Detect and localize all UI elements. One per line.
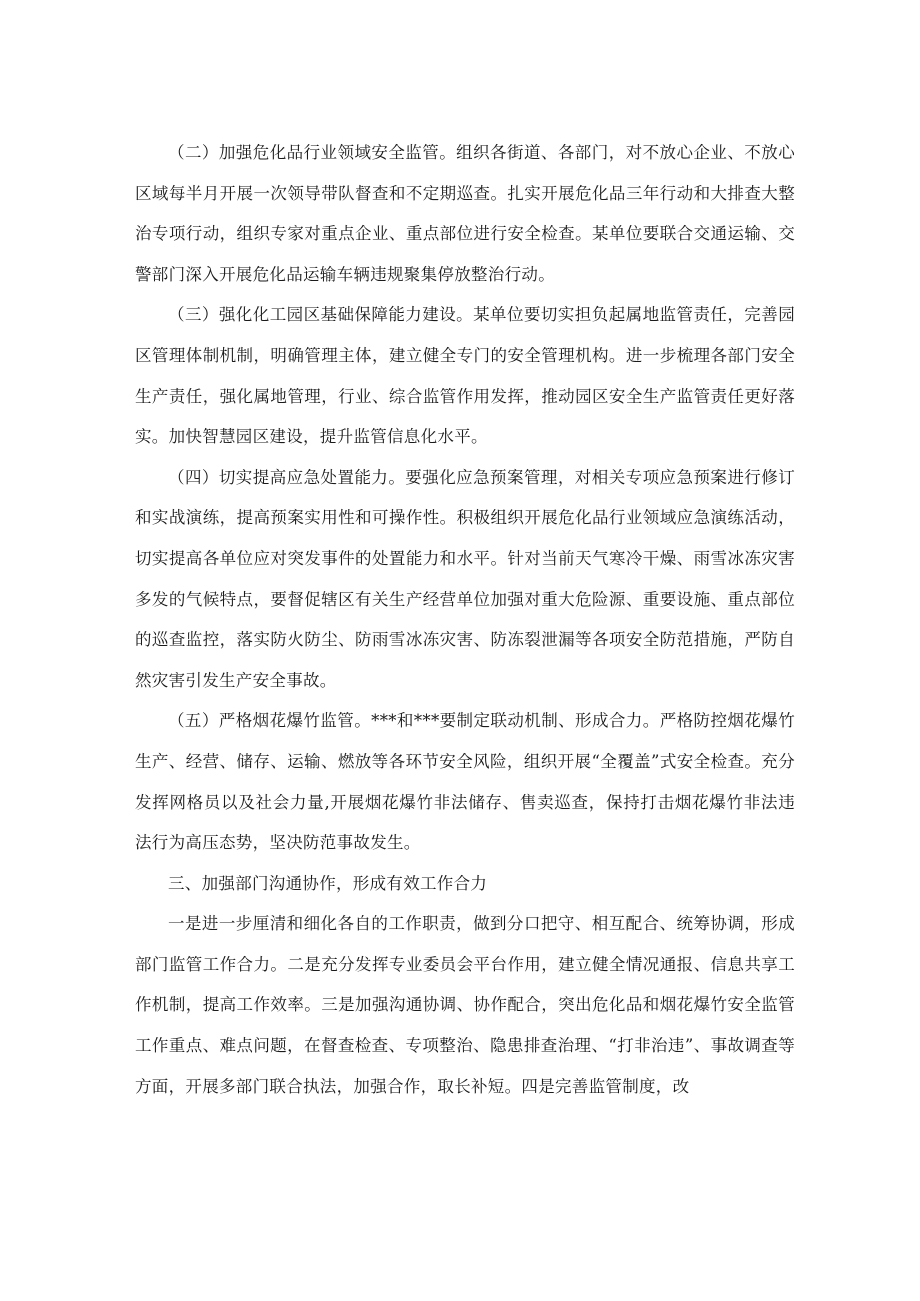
document-body	[135, 133, 795, 1107]
paragraph-hazardous-chemicals-supervision: （二）加强危化品行业领域安全监管。组织各街道、各部门，对不放心企业、不放心区域每半月开展一次领导带队督查和不定期巡查。扎实开展危化品三年行动和大排查大整治专项行动，组织专家对重点企业、重点部位进行安全检查。某单位要联合交通运输、交警部门深入开展危化品运输车辆违规聚集停放整治行动。	[135, 143, 795, 284]
section-heading: 三、加强部门沟通协作，形成有效工作合力	[168, 873, 488, 893]
paragraph-emergency-response: （四）切实提高应急处置能力。要强化应急预案管理，对相关专项应急预案进行修订和实战演练，提高预案实用性和可操作性。积极组织开展危化品行业领域应急演练活动，切实提高各单位应对突发事件的处置能力和水平。针对当前天气寒冷干燥、雨雪冰冻灾害多发的气候特点，要督促辖区有关生产经营单位加强对重大危险源、重要设施、重点部位的巡查监控，落实防火防尘、防雨雪冰冻灾害、防冻裂泄漏等各项安全防范措施，严防自然灾害引发生产安全事故。	[135, 467, 795, 690]
paragraph-chemical-park-capacity: （三）强化化工园区基础保障能力建设。某单位要切实担负起属地监管责任，完善园区管理体制机制，明确管理主体，建立健全专门的安全管理机构。进一步梳理各部门安全生产责任，强化属地管理，行业、综合监管作用发挥，推动园区安全生产监管责任更好落实。加快智慧园区建设，提升监管信息化水平。	[135, 305, 795, 447]
paragraph-fireworks-supervision: （五）严格烟花爆竹监管。***和***要制定联动机制、形成合力。严格防控烟花爆竹生产、经营、储存、运输、燃放等各环节安全风险，组织开展“全覆盖”式安全检查。充分发挥网格员以及社会力量,开展烟花爆竹非法储存、售卖巡查，保持打击烟花爆竹非法违法行为高压态势，坚决防范事故发生。	[135, 711, 795, 853]
paragraph-department-coordination: 一是进一步厘清和细化各自的工作职责，做到分口把守、相互配合、统筹协调，形成部门监管工作合力。二是充分发挥专业委员会平台作用，建立健全情况通报、信息共享工作机制，提高工作效率。三是加强沟通协调、协作配合，突出危化品和烟花爆竹安全监管工作重点、难点问题，在督查检查、专项整治、隐患排查治理、“打非治违”、事故调查等方面，开展多部门联合执法，加强合作，取长补短。四是完善监管制度，改	[135, 914, 795, 1096]
